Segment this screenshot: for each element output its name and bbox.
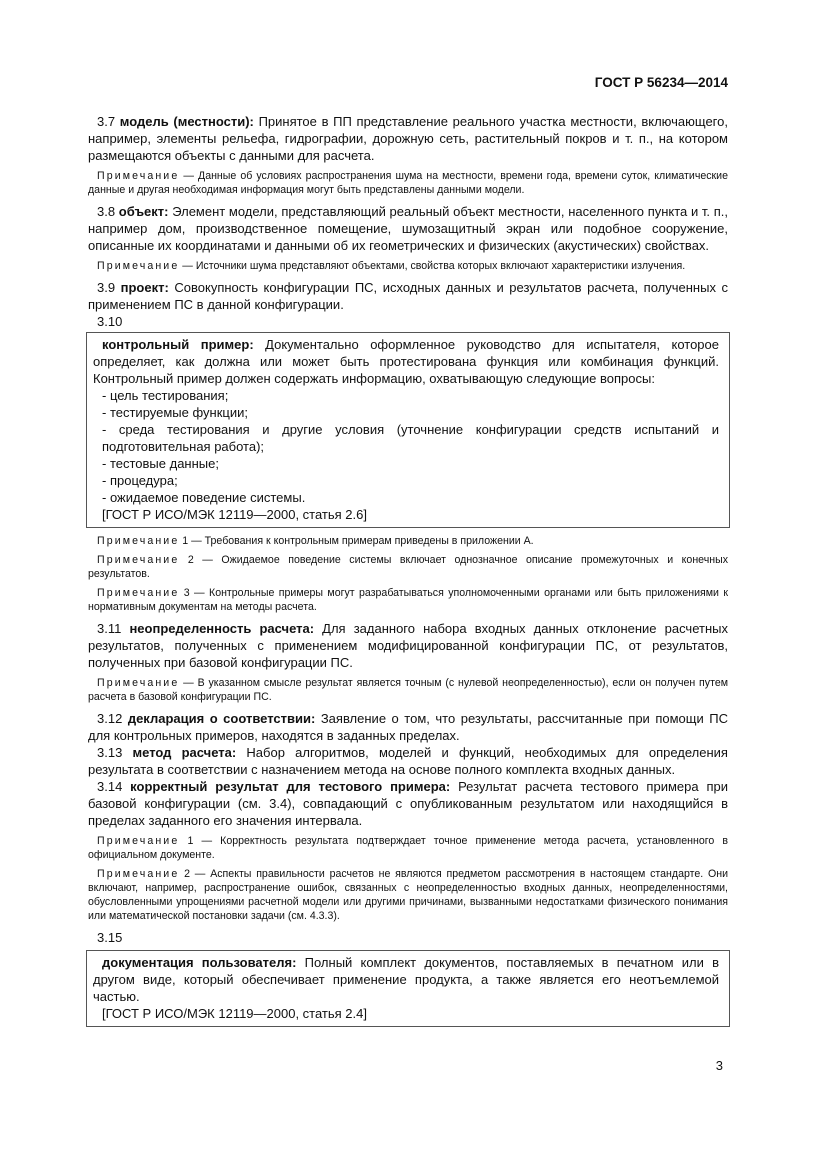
term-object: объект: [118,204,169,219]
term-project: проект: [120,280,169,295]
entry-3-10-number: 3.10 [97,314,123,329]
term-declaration: декларация о соответствии: [127,711,316,726]
source-reference: [ГОСТ Р ИСО/МЭК 12119—2000, статья 2.6] [102,507,367,522]
note-3-11: Примечание — В указанном смысле результат является точным (с нулевой неопределенностью), если он получен путем расчета в базовой конфигурации ПС. [88,677,728,703]
term-test-case: контрольный пример: [102,337,254,352]
term-uncertainty: неопределенность расчета: [129,621,315,636]
note-3-10-3: Примечание 3 — Контрольные примеры могут разрабатываться уполномоченными органами или быть приложениями к нормативным документам на методы расчета. [88,587,728,613]
source-reference: [ГОСТ Р ИСО/МЭК 12119—2000, статья 2.4] [102,1006,367,1021]
page-content [88,113,728,1027]
entry-3-9: 3.9 проект: Совокупность конфигурации ПС, исходных данных и результатов расчета, полученных с применением ПС в данной конфигурации. [88,280,728,312]
list-item: - среда тестирования и другие условия (уточнение конфигурации средств испытаний и подготовительная работа); [102,422,719,454]
entry-3-15: документация пользователя: Полный комплект документов, поставляемых в печатном или в другом виде, который обеспечивает применение продукта, а также является его неотъемлемой частью. [93,955,719,1004]
term-correct-result: корректный результат для тестового примера: [130,779,451,794]
definition-box-3-10 [86,332,730,528]
entry-3-12: 3.12 декларация о соответствии: Заявление о том, что результаты, рассчитанные при помощи ПС для контрольных примеров, находятся в заданных пределах. [88,711,728,743]
note-3-10-1: Примечание 1 — Требования к контрольным примерам приведены в приложении А. [97,535,534,547]
note-3-10-2: Примечание 2 — Ожидаемое поведение системы включает однозначное описание промежуточных и конечных результатов. [88,554,728,580]
entry-3-11: 3.11 неопределенность расчета: Для заданного набора входных данных отклонение расчетных результатов, полученных с применением модифицированной конфигурации ПС, от результатов, полученных при базовой конфигурации ПС. [88,621,728,670]
list-item: - цель тестирования; [102,388,229,403]
note-3-14-1: Примечание 1 — Корректность результата подтверждает точное применение метода расчета, установленного в официальном документе. [88,835,728,861]
list-item: - тестируемые функции; [102,405,248,420]
term-calc-method: метод расчета: [132,745,237,760]
note-3-7: Примечание — Данные об условиях распространения шума на местности, времени года, времени суток, климатические данные и другая необходимая информация могут быть представлены данными модели. [88,170,728,196]
list-item: - ожидаемое поведение системы. [102,490,306,505]
entry-3-7: 3.7 модель (местности): Принятое в ПП представление реального участка местности, включающего, например, элементы рельефа, гидрографии, дорожную сеть, растительный покров и т. п., на котором размещаются объекты с данными для расчета. [88,114,728,163]
note-3-8: Примечание — Источники шума представляют объектами, свойства которых включают характеристики излучения. [97,260,686,272]
note-3-14-2: Примечание 2 — Аспекты правильности расчетов не являются предметом рассмотрения в настоящем стандарте. Они включают, например, распространение ошибок, связанных с неопределенностью входных данных, неопределенностями, обусловленными упрощениями расчетной модели или другими причинами, вызванными недостатками физического понимания или математической постановки задачи (см. 4.3.3). [88,868,728,922]
definition-box-3-15 [86,950,730,1027]
entry-3-13: 3.13 метод расчета: Набор алгоритмов, моделей и функций, необходимых для определения результата в соответствии с назначением метода на основе полного комплекта входных данных. [88,745,728,777]
document-id: ГОСТ Р 56234—2014 [594,75,728,90]
term-model: модель (местности): [119,114,254,129]
entry-3-10: контрольный пример: Документально оформленное руководство для испытателя, которое определяет, как должна или может быть протестирована функция или комбинация функций. Контрольный пример должен содержать информацию, охватывающую следующие вопросы: [93,337,719,386]
entry-3-15-number: 3.15 [97,930,123,945]
list-item: - тестовые данные; [102,456,219,471]
entry-3-14: 3.14 корректный результат для тестового примера: Результат расчета тестового примера при базовой конфигурации (см. 3.4), совпадающий с опубликованным результатом или находящийся в пределах заданного его значения интервала. [88,779,728,828]
entry-3-8: 3.8 объект: Элемент модели, представляющий реальный объект местности, населенного пункта и т. п., например дом, производственное помещение, шумозащитный экран или подобное сооружение, описанные их координатами и данными об их геометрических и физических (акустических) свойствах. [88,204,728,253]
page-number: 3 [715,1058,723,1073]
list-item: - процедура; [102,473,178,488]
term-user-docs: документация пользователя: [102,955,297,970]
